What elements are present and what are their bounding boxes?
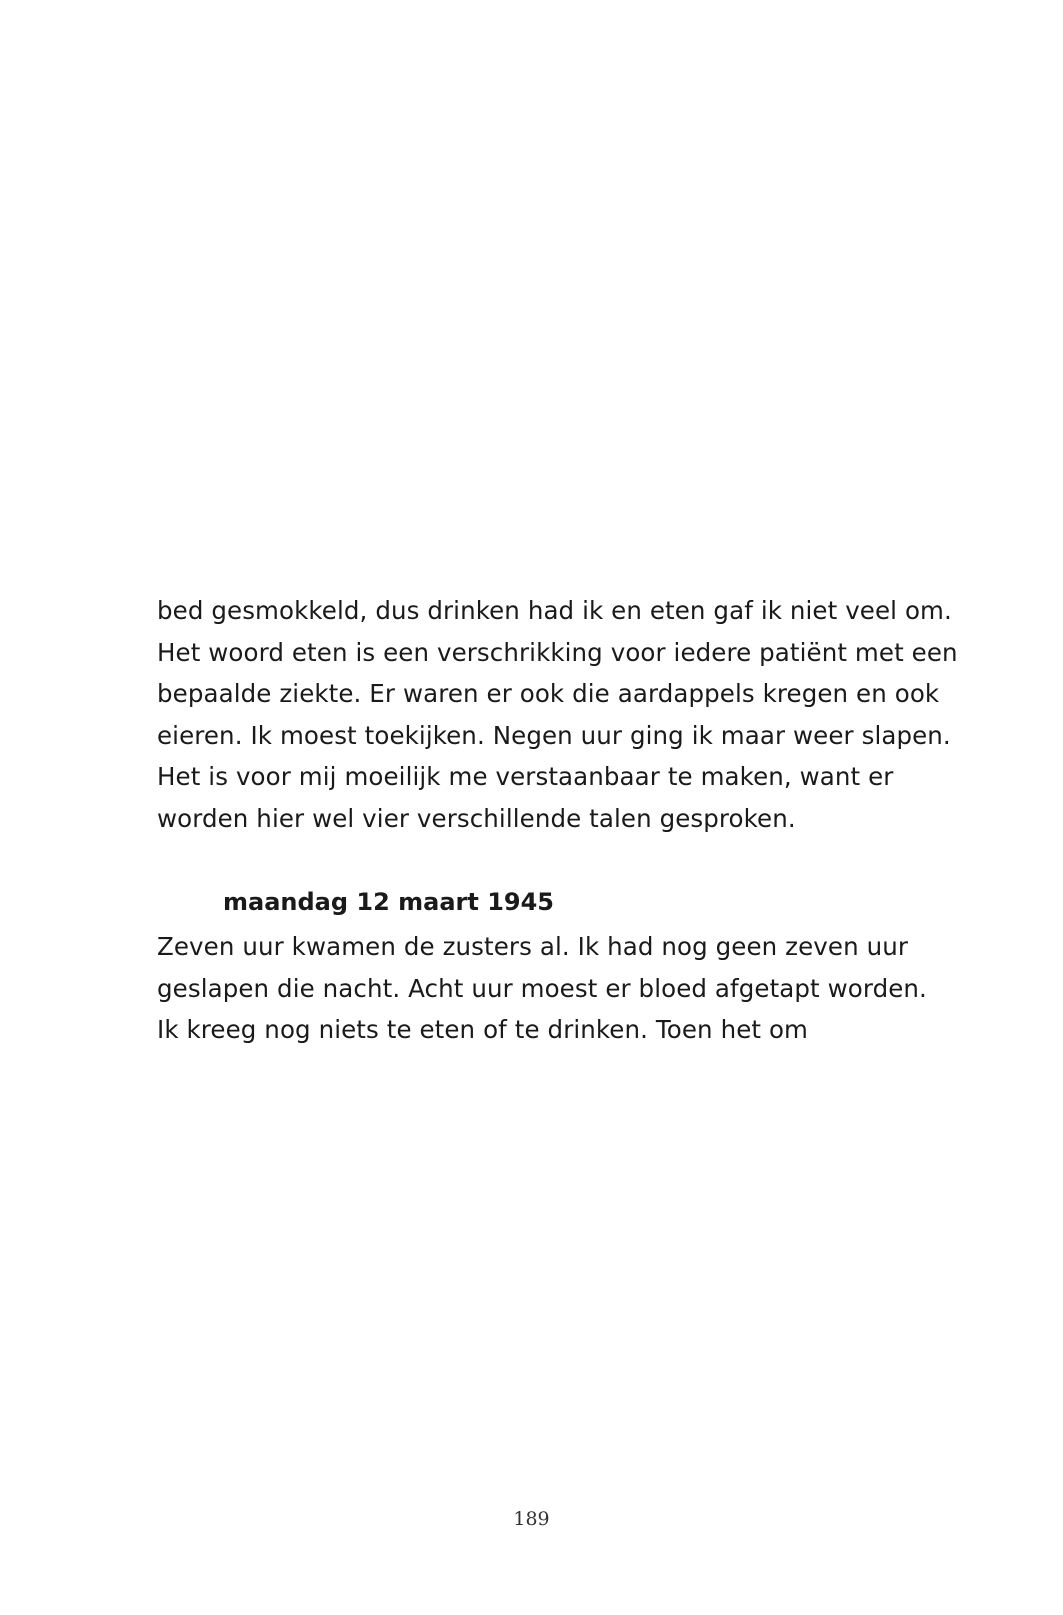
text-line: bed gesmokkeld, dus drinken had ik en eten gaf ik niet veel om.	[157, 596, 952, 625]
text-line: Zeven uur kwamen de zusters al. Ik had nog geen zeven uur	[157, 932, 909, 961]
text-line: bepaalde ziekte. Er waren er ook die aardappels kregen en ook	[157, 679, 940, 708]
text-line: worden hier wel vier verschillende talen gesproken.	[157, 803, 796, 833]
text-line: Het woord eten is een verschrikking voor iedere patiënt met een	[157, 637, 958, 667]
text-line: Het is voor mij moeilijk me verstaanbaar te maken, want er	[157, 762, 894, 791]
entry-date-heading: maandag 12 maart 1945	[223, 888, 555, 916]
text-line: eieren. Ik moest toekijken. Negen uur ging ik maar weer slapen.	[157, 720, 951, 750]
paragraph-2	[157, 926, 957, 1051]
paragraph-1	[157, 590, 957, 839]
page-number: 189	[513, 1508, 550, 1530]
text-line: geslapen die nacht. Acht uur moest er bloed afgetapt worden.	[157, 973, 927, 1003]
text-line: Ik kreeg nog niets te eten of te drinken. Toen het om	[157, 1015, 809, 1044]
